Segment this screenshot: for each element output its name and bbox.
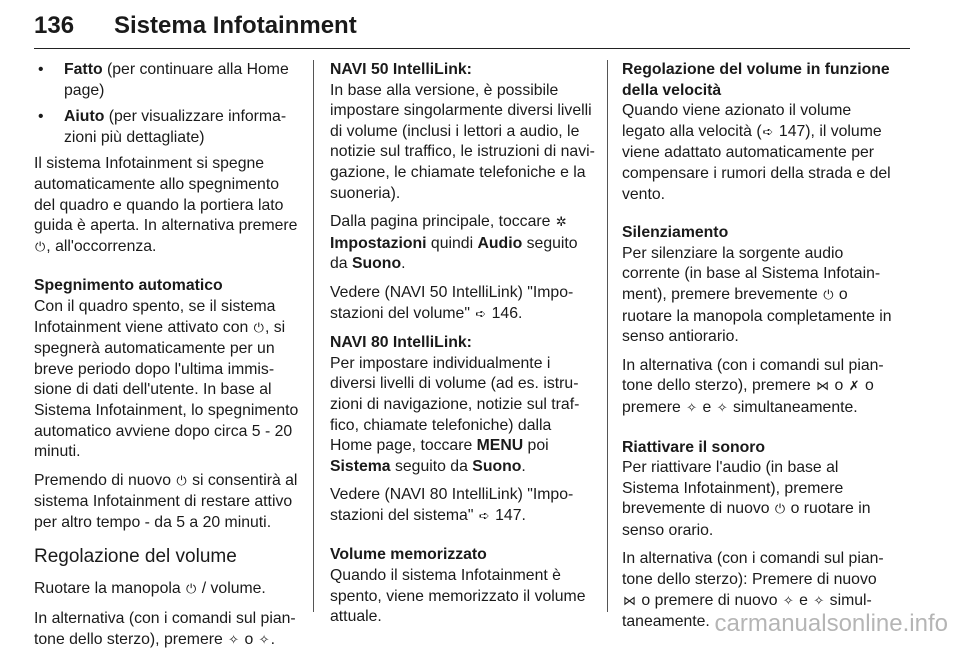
text: Vedere (NAVI 50 IntelliLink) "Impostazioni del volume"	[330, 283, 574, 322]
menu-menu: MENU	[476, 437, 524, 455]
text: seguito da	[390, 457, 473, 475]
volume-up-icon: ✧	[782, 593, 794, 609]
paragraph	[622, 356, 896, 420]
text: poi	[523, 437, 549, 455]
list-item	[34, 60, 302, 101]
text: e	[794, 591, 813, 609]
column-3	[622, 60, 896, 641]
power-icon: ⏻	[186, 582, 197, 598]
text: .	[401, 255, 406, 273]
volume-up-icon: ✧	[686, 400, 698, 416]
text: simultaneamente.	[728, 398, 858, 416]
text: In alternativa (con i comandi sul piantone dello sterzo), premere	[34, 610, 296, 648]
volume-down-icon: ✧	[258, 632, 270, 648]
heading-regolazione: Regolazione del volume	[34, 546, 237, 568]
text: o ruotare la manopola completamente in senso antiorario.	[622, 285, 892, 346]
paragraph	[34, 154, 302, 258]
power-icon: ⏻	[774, 502, 786, 518]
page-number: 136	[34, 12, 75, 39]
text: o	[830, 377, 848, 395]
text: , all'occorrenza.	[46, 237, 157, 255]
paragraph	[34, 609, 302, 651]
text: .	[521, 457, 526, 475]
text: Con il quadro spento, se il sistema Infotainment viene attivato con	[34, 297, 276, 336]
text: o premere	[622, 377, 874, 416]
text: Quando viene azionato il volume legato alla velocità (	[622, 102, 852, 140]
paragraph	[622, 101, 896, 205]
watermark[interactable]: carmanualsonline.info	[714, 610, 948, 637]
text: Il sistema Infotainment si spegne automaticamente allo spegnimento del quadro e quando la portiera lato guida è aperta. In alternativa premere	[34, 155, 298, 235]
heading-navi50: NAVI 50 IntelliLink:	[330, 61, 472, 78]
volume-up-icon: ✧	[228, 632, 240, 648]
text: Per impostare individualmente i diversi livelli di volume (ad es. istruzioni di navigazione, notizie sul traffico, chiamate telefoniche) dalla Home page, toccare	[330, 354, 580, 455]
text: e	[698, 398, 716, 416]
paragraph	[34, 297, 302, 463]
gear-icon: ✲	[555, 215, 567, 231]
text: , si spegnerà automaticamente per un breve periodo dopo l'ultima immissione di dati dell'utente. In base al Sistema Infotainment, lo spegnimento automatico avviene dopo circa 5 - 20 minuti.	[34, 318, 299, 461]
list-item-text: (per continuare alla Home page)	[64, 61, 289, 99]
menu-impostazioni: Impostazioni	[330, 234, 427, 252]
power-icon: ⏻	[823, 287, 834, 303]
list-item-text: (per visualizzare informazioni più dettagliate)	[64, 108, 287, 146]
text: o ruotare in senso orario.	[622, 500, 871, 539]
text: 146.	[487, 304, 523, 322]
text: Per riattivare l'audio (in base al Sistema Infotainment), premere brevemente di nuovo	[622, 459, 844, 518]
menu-sistema: Sistema	[330, 457, 391, 475]
volume-down-icon: ✧	[716, 400, 728, 416]
text: .	[270, 630, 275, 648]
text: / volume.	[197, 580, 266, 598]
menu-suono: Suono	[351, 255, 402, 273]
text: In alternativa (con i comandi sul piantone dello sterzo), premere	[622, 356, 884, 395]
column-2	[330, 60, 596, 636]
text: seguito da	[330, 234, 578, 273]
heading-velocita: Regolazione del volume in funzione della velocità	[622, 61, 890, 99]
power-icon: ⏻	[253, 320, 264, 336]
heading-spegnimento: Spegnimento automatico	[34, 277, 223, 295]
column-divider	[313, 60, 314, 612]
text: Per silenziare la sorgente audio corrente (in base al Sistema Infotainment), premere brevemente	[622, 244, 881, 303]
paragraph	[330, 212, 596, 275]
paragraph: In base alla versione, è possibile impostare singolarmente diversi livelli di volume (inclusi i lettori a audio, le notizie sul traffico, le istruzioni di navigazione, le chiamate telefoniche e la suoneria).	[330, 81, 595, 202]
text: Vedere (NAVI 80 IntelliLink) "Impostazioni del sistema"	[330, 486, 574, 524]
paragraph	[622, 458, 896, 541]
volume-down-icon: ✧	[813, 593, 825, 609]
column-1	[34, 60, 302, 659]
heading-memorizzato: Volume memorizzato	[330, 546, 487, 564]
reference-arrow-icon: ➪	[762, 124, 774, 140]
text: simultaneamente.	[622, 591, 872, 631]
text: Ruotare la manopola	[34, 580, 186, 598]
text: si consentirà al sistema Infotainment di restare attivo per altro tempo - da 5 a 20 minuti.	[34, 471, 298, 531]
power-icon: ⏻	[35, 239, 46, 255]
paragraph	[34, 579, 302, 601]
menu-suono: Suono	[472, 457, 522, 475]
page-header	[34, 8, 910, 49]
text: 147.	[490, 506, 526, 524]
paragraph: Quando il sistema Infotainment è spento, viene memorizzato il volume attuale.	[330, 567, 586, 626]
paragraph	[622, 244, 896, 348]
text: Dalla pagina principale, toccare	[330, 213, 555, 231]
reference-arrow-icon: ➪	[475, 306, 487, 322]
menu-audio: Audio	[477, 234, 523, 252]
text: In alternativa (con i comandi sul piantone dello sterzo): Premere di nuovo	[622, 550, 884, 589]
heading-riattivare: Riattivare il sonoro	[622, 438, 766, 456]
heading-navi80: NAVI 80 IntelliLink:	[330, 334, 472, 352]
section-title: Sistema Infotainment	[114, 12, 357, 39]
mute-icon: ⋈	[623, 593, 636, 609]
paragraph	[34, 471, 302, 534]
mute-icon: ⋈	[816, 379, 830, 395]
text: quindi	[426, 234, 478, 252]
text: Premendo di nuovo	[34, 471, 176, 489]
text: o	[240, 630, 258, 648]
column-divider	[607, 60, 608, 612]
paragraph	[330, 283, 596, 325]
list-item	[34, 107, 302, 148]
heading-silenziamento: Silenziamento	[622, 224, 729, 242]
text: 147), il volume viene adattato automaticamente per compensare i rumori della strada e del vento.	[622, 122, 891, 203]
term-aiuto: Aiuto	[64, 108, 105, 126]
paragraph	[330, 354, 596, 478]
reference-arrow-icon: ➪	[478, 508, 490, 524]
paragraph	[330, 485, 596, 527]
term-fatto: Fatto	[64, 61, 103, 78]
text: o premere di nuovo	[637, 591, 782, 609]
phone-off-icon: ✗	[848, 379, 860, 395]
power-icon: ⏻	[176, 473, 187, 489]
